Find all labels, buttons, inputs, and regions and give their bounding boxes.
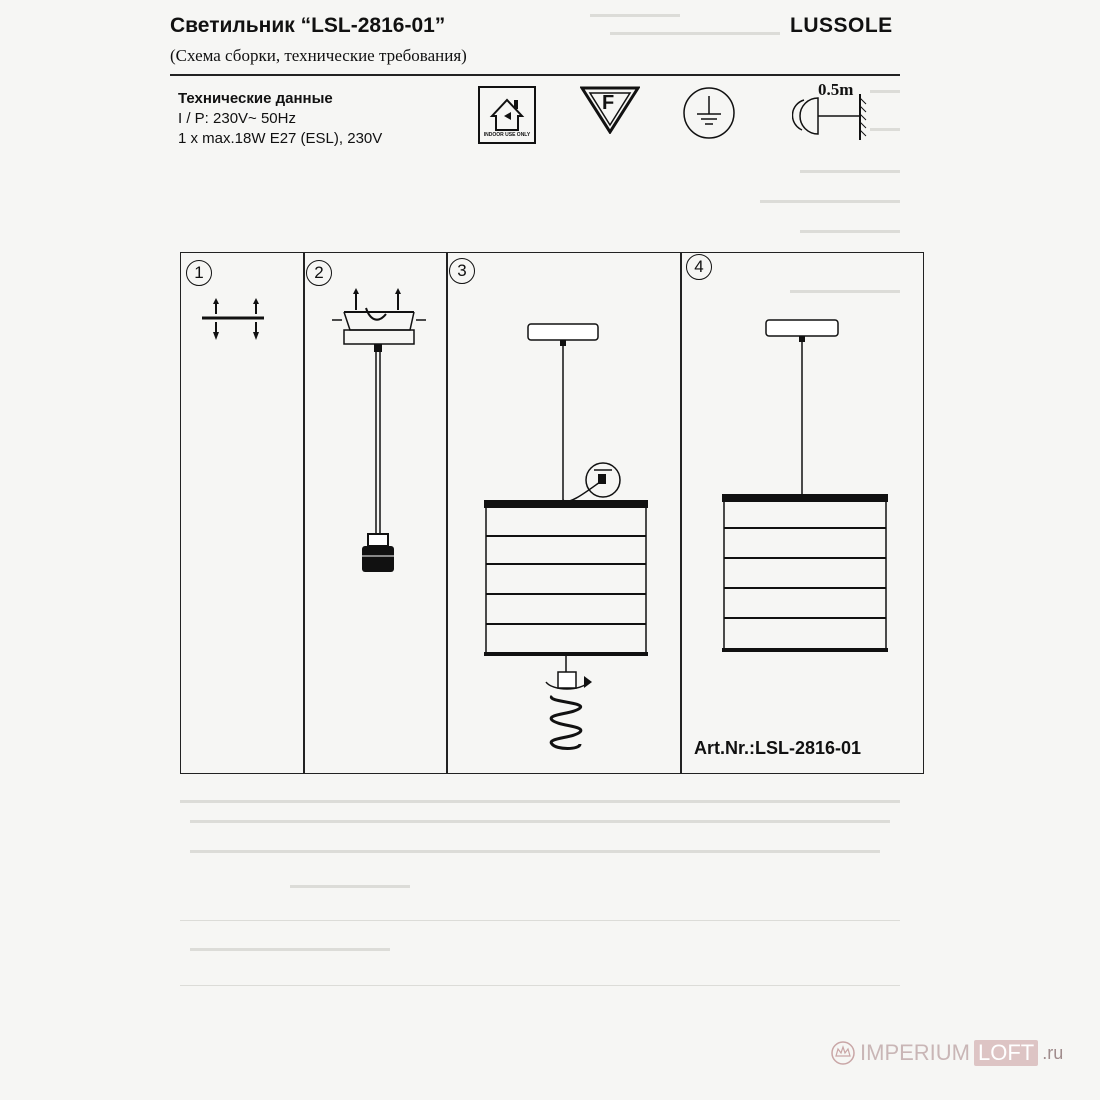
step-number-3: 3 [449,258,475,284]
step-number-1: 1 [186,260,212,286]
assembled-fixture-drawing [716,316,896,666]
panel-divider [303,252,305,774]
indoor-use-label: INDOOR USE ONLY [483,132,531,138]
tech-data-power: I / P: 230V~ 50Hz [178,110,296,127]
ground-icon [682,86,736,140]
indoor-use-icon [478,86,536,144]
panel-divider [680,252,682,774]
watermark-part-1: IMPERIUM [860,1040,970,1065]
tech-data-heading: Технические данные [178,90,333,107]
article-number: Art.Nr.:LSL-2816-01 [694,738,862,758]
document-title: Светильник “LSL-2816-01” [170,14,446,37]
header-rule [170,74,900,76]
mounting-bar-drawing [198,296,268,342]
document-subtitle: (Схема сборки, технические требования) [170,46,467,65]
canopy-cord-socket-drawing [330,284,430,584]
step-number-4: 4 [686,254,712,280]
f-mark-icon [580,84,640,134]
panel-divider [446,252,448,774]
watermark-part-3: .ru [1042,1042,1064,1063]
f-mark-letter: F [602,92,615,114]
crown-logo-icon [830,1040,856,1066]
imperiumloft-watermark [830,1040,1063,1066]
tech-data-lamp: 1 x max.18W E27 (ESL), 230V [178,130,383,147]
distance-icon [792,80,872,144]
fixture-with-bulb-drawing [476,320,656,760]
step-number-2: 2 [306,260,332,286]
distance-label: 0.5m [818,80,854,99]
brand-name: LUSSOLE [790,14,893,37]
watermark-part-2: LOFT [974,1040,1038,1066]
